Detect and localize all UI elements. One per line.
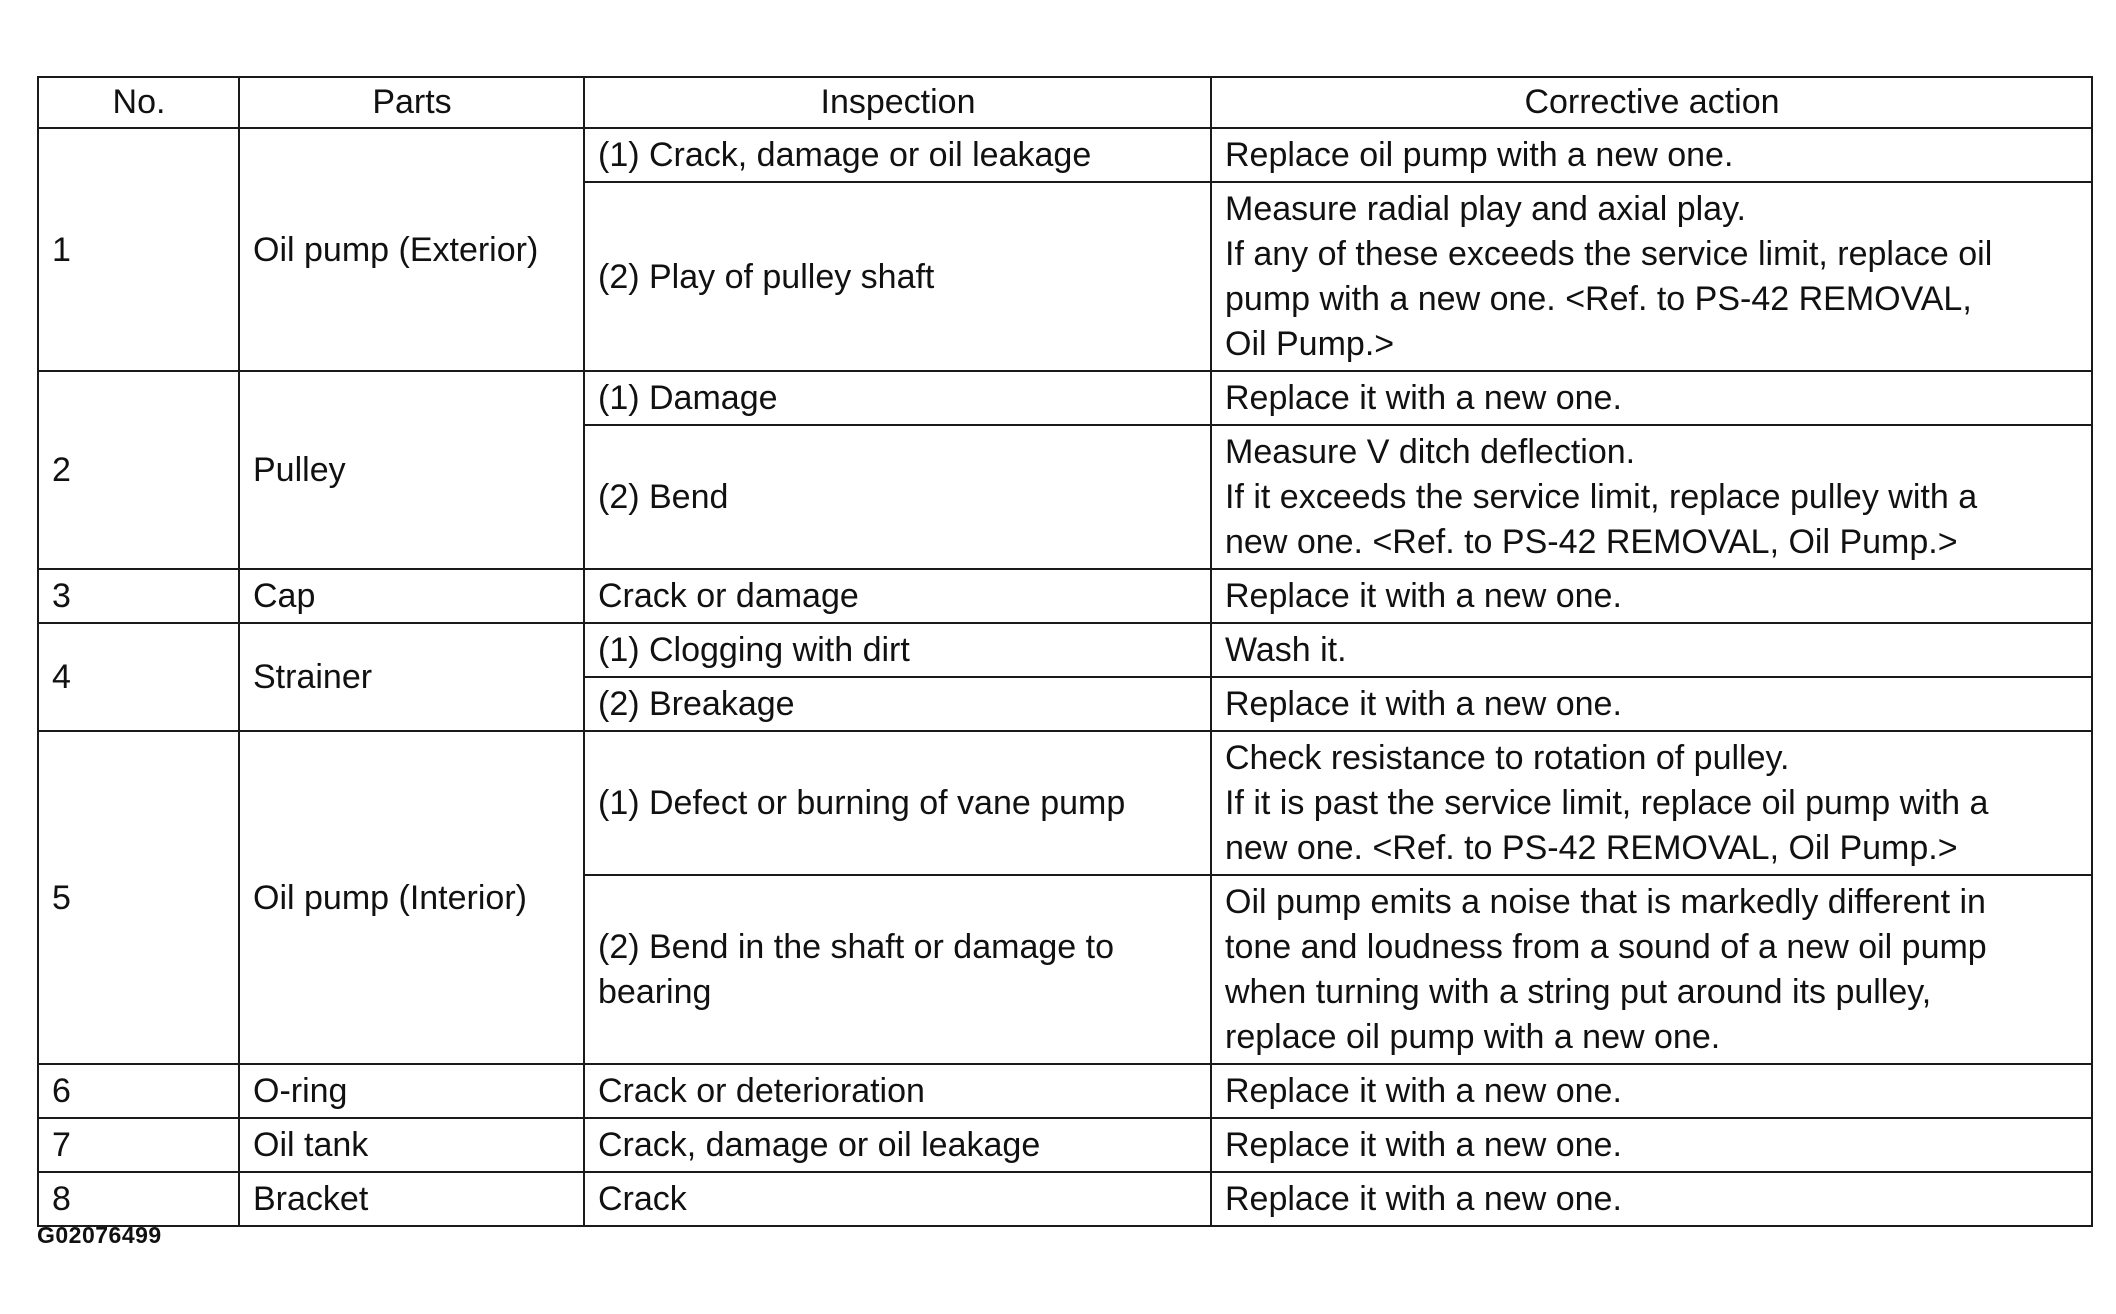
text-line: If any of these exceeds the service limit, replace oil — [1225, 235, 1993, 273]
text-line: Replace it with a new one. — [1225, 685, 1622, 723]
part-name: O-ring — [239, 1064, 584, 1118]
table-row — [38, 731, 2092, 875]
item-number: 8 — [38, 1172, 239, 1226]
inspection-sheet — [37, 76, 2091, 1227]
text-line: Crack — [598, 1180, 687, 1218]
corrective-action-cell — [1211, 677, 2092, 731]
corrective-action-cell — [1211, 731, 2092, 875]
text-line: (2) Breakage — [598, 685, 795, 723]
corrective-action-cell — [1211, 1118, 2092, 1172]
text-line: Measure radial play and axial play. — [1225, 190, 1746, 228]
inspection-cell — [584, 569, 1211, 623]
header-inspection: Inspection — [584, 77, 1211, 128]
text-line: Replace it with a new one. — [1225, 577, 1622, 615]
header-no: No. — [38, 77, 239, 128]
inspection-table — [37, 76, 2093, 1227]
table-row — [38, 1064, 2092, 1118]
text-line: Wash it. — [1225, 631, 1347, 669]
corrective-action-cell — [1211, 569, 2092, 623]
inspection-cell — [584, 677, 1211, 731]
figure-id: G02076499 — [37, 1222, 162, 1248]
text-line: replace oil pump with a new one. — [1225, 1018, 1721, 1056]
table-row — [38, 1118, 2092, 1172]
part-name: Strainer — [239, 623, 584, 731]
text-line: new one. <Ref. to PS-42 REMOVAL, Oil Pump.> — [1225, 829, 1958, 867]
text-line: Oil pump emits a noise that is markedly different in — [1225, 883, 1986, 921]
table-row — [38, 371, 2092, 425]
corrective-action-cell — [1211, 182, 2092, 371]
item-number: 1 — [38, 128, 239, 371]
corrective-action-cell — [1211, 1172, 2092, 1226]
text-line: Crack or deterioration — [598, 1072, 925, 1110]
corrective-action-cell — [1211, 1064, 2092, 1118]
table-body — [38, 128, 2092, 1226]
item-number: 5 — [38, 731, 239, 1064]
text-line: (1) Crack, damage or oil leakage — [598, 136, 1092, 174]
item-number: 2 — [38, 371, 239, 569]
text-line: (2) Play of pulley shaft — [598, 257, 935, 296]
header-parts: Parts — [239, 77, 584, 128]
table-row — [38, 1172, 2092, 1226]
text-line: new one. <Ref. to PS-42 REMOVAL, Oil Pump.> — [1225, 523, 1958, 561]
corrective-action-cell — [1211, 425, 2092, 569]
inspection-cell — [584, 128, 1211, 182]
table-row — [38, 128, 2092, 182]
part-name: Cap — [239, 569, 584, 623]
text-line: Replace it with a new one. — [1225, 1180, 1622, 1218]
part-name: Pulley — [239, 371, 584, 569]
text-line: tone and loudness from a sound of a new oil pump — [1225, 928, 1987, 966]
item-number: 3 — [38, 569, 239, 623]
text-line: Crack or damage — [598, 577, 859, 615]
inspection-cell — [584, 1172, 1211, 1226]
text-line: Oil Pump.> — [1225, 325, 1395, 363]
text-line: Replace it with a new one. — [1225, 1126, 1622, 1164]
item-number: 6 — [38, 1064, 239, 1118]
corrective-action-cell — [1211, 623, 2092, 677]
text-line: (1) Clogging with dirt — [598, 631, 910, 669]
text-line: pump with a new one. <Ref. to PS-42 REMOVAL, — [1225, 280, 1972, 318]
text-line: Check resistance to rotation of pulley. — [1225, 739, 1790, 777]
header-corrective-action: Corrective action — [1211, 77, 2092, 128]
part-name: Oil pump (Interior) — [239, 731, 584, 1064]
text-line: bearing — [598, 973, 712, 1011]
text-line: (2) Bend in the shaft or damage to — [598, 928, 1114, 966]
table-row — [38, 569, 2092, 623]
inspection-cell — [584, 623, 1211, 677]
corrective-action-cell — [1211, 128, 2092, 182]
table-header-row — [38, 77, 2092, 128]
text-line: Crack, damage or oil leakage — [598, 1126, 1041, 1164]
text-line: Measure V ditch deflection. — [1225, 433, 1636, 471]
inspection-cell — [584, 371, 1211, 425]
part-name: Bracket — [239, 1172, 584, 1226]
inspection-cell — [584, 875, 1211, 1064]
corrective-action-cell — [1211, 371, 2092, 425]
inspection-cell — [584, 425, 1211, 569]
text-line: (1) Defect or burning of vane pump — [598, 784, 1126, 822]
part-name: Oil pump (Exterior) — [239, 128, 584, 371]
inspection-cell — [584, 731, 1211, 875]
text-line: Replace oil pump with a new one. — [1225, 136, 1734, 174]
corrective-action-cell — [1211, 875, 2092, 1064]
text-line: when turning with a string put around its pulley, — [1225, 973, 1932, 1011]
inspection-cell — [584, 182, 1211, 371]
inspection-cell — [584, 1118, 1211, 1172]
part-name: Oil tank — [239, 1118, 584, 1172]
text-line: (1) Damage — [598, 379, 778, 417]
item-number: 4 — [38, 623, 239, 731]
item-number: 7 — [38, 1118, 239, 1172]
text-line: If it is past the service limit, replace oil pump with a — [1225, 784, 1989, 822]
text-line: (2) Bend — [598, 478, 729, 516]
text-line: Replace it with a new one. — [1225, 1072, 1622, 1110]
text-line: If it exceeds the service limit, replace pulley with a — [1225, 478, 1978, 516]
inspection-cell — [584, 1064, 1211, 1118]
table-row — [38, 623, 2092, 677]
text-line: Replace it with a new one. — [1225, 379, 1622, 417]
